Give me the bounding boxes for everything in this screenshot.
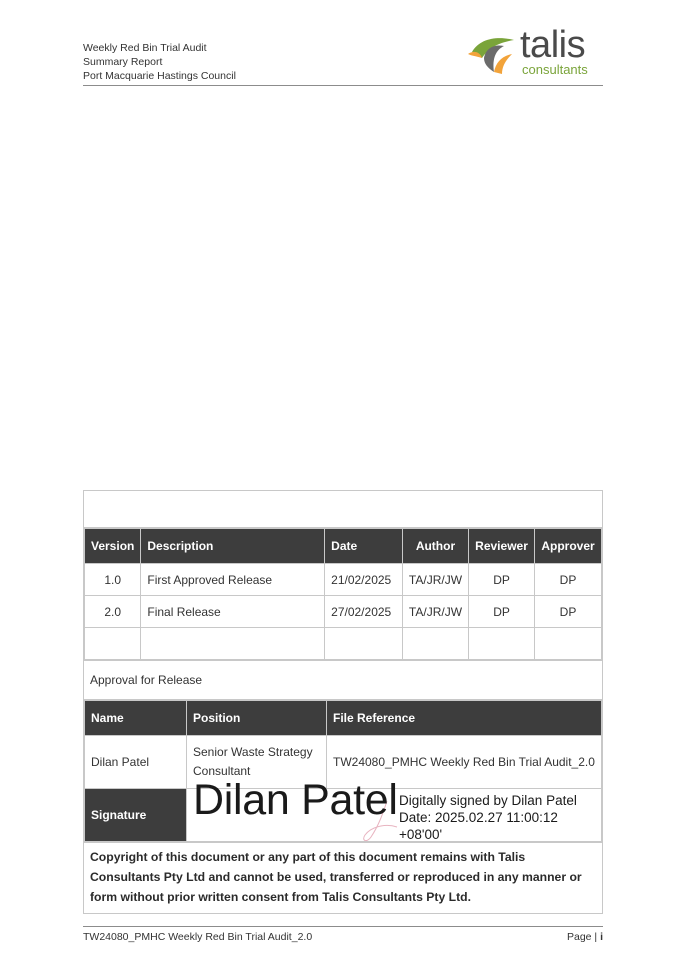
signed-date-line: Date: 2025.02.27 11:00:12 — [399, 810, 558, 825]
signature-details — [399, 792, 577, 843]
col-file-reference: File Reference — [327, 701, 602, 736]
approval-header-row — [85, 701, 602, 736]
footer-file-reference: TW24080_PMHC Weekly Red Bin Trial Audit_2.0 — [83, 931, 313, 943]
digital-signature[interactable] — [187, 776, 602, 842]
version-table — [84, 528, 602, 660]
empty-cell — [469, 628, 535, 660]
signed-tz-line: +08'00' — [399, 827, 443, 842]
table-spacer — [84, 491, 602, 528]
description-cell: Final Release — [141, 596, 325, 628]
date-cell: 21/02/2025 — [325, 564, 403, 596]
approver-cell: DP — [535, 564, 602, 596]
header-subtitle: Summary Report — [83, 56, 163, 68]
empty-cell — [85, 628, 141, 660]
approval-title: Approval for Release — [84, 660, 602, 700]
signature-row — [85, 789, 602, 842]
logo-wordmark: talis — [520, 24, 586, 66]
table-row — [85, 564, 602, 596]
col-position: Position — [187, 701, 327, 736]
col-author: Author — [402, 529, 468, 564]
copyright-notice: Copyright of this document or any part of this document remains with Talis Consultants Pty Ltd and cannot be used, transferred or reproduced in any manner or form without prior written consent from Talis Consultants Pty Ltd. — [84, 842, 602, 913]
empty-cell — [535, 628, 602, 660]
author-cell: TA/JR/JW — [402, 596, 468, 628]
approver-cell: DP — [535, 596, 602, 628]
talis-logo-mark-icon — [468, 32, 520, 80]
page-num: i — [600, 931, 603, 943]
page-footer — [83, 926, 603, 943]
header-client: Port Macquarie Hastings Council — [83, 70, 236, 82]
author-cell: TA/JR/JW — [402, 564, 468, 596]
header-title: Weekly Red Bin Trial Audit — [83, 42, 207, 54]
position-cell: Senior Waste Strategy Consultant — [187, 736, 327, 789]
col-reviewer: Reviewer — [469, 529, 535, 564]
date-cell: 27/02/2025 — [325, 596, 403, 628]
document-control-table — [83, 490, 603, 914]
page-label: Page | — [566, 931, 598, 943]
col-description: Description — [141, 529, 325, 564]
page-number — [567, 931, 603, 943]
description-cell: First Approved Release — [141, 564, 325, 596]
version-cell: 2.0 — [85, 596, 141, 628]
header-text — [83, 41, 236, 83]
reviewer-cell: DP — [469, 564, 535, 596]
reviewer-cell: DP — [469, 596, 535, 628]
col-date: Date — [325, 529, 403, 564]
signature-label: Signature — [85, 789, 187, 842]
empty-table-row — [85, 628, 602, 660]
file-reference-cell: TW24080_PMHC Weekly Red Bin Trial Audit_2.0 — [327, 736, 602, 789]
signed-by-line: Digitally signed by Dilan Patel — [399, 793, 577, 808]
col-approver: Approver — [535, 529, 602, 564]
version-cell: 1.0 — [85, 564, 141, 596]
page-header — [83, 24, 603, 86]
logo-subtitle: consultants — [522, 62, 588, 77]
empty-cell — [402, 628, 468, 660]
col-version: Version — [85, 529, 141, 564]
empty-cell — [141, 628, 325, 660]
col-name: Name — [85, 701, 187, 736]
signature-name: Dilan Patel — [193, 776, 398, 824]
version-header-row — [85, 529, 602, 564]
name-cell: Dilan Patel — [85, 736, 187, 789]
talis-logo — [468, 24, 603, 82]
approval-table — [84, 700, 602, 842]
empty-cell — [325, 628, 403, 660]
table-row — [85, 596, 602, 628]
